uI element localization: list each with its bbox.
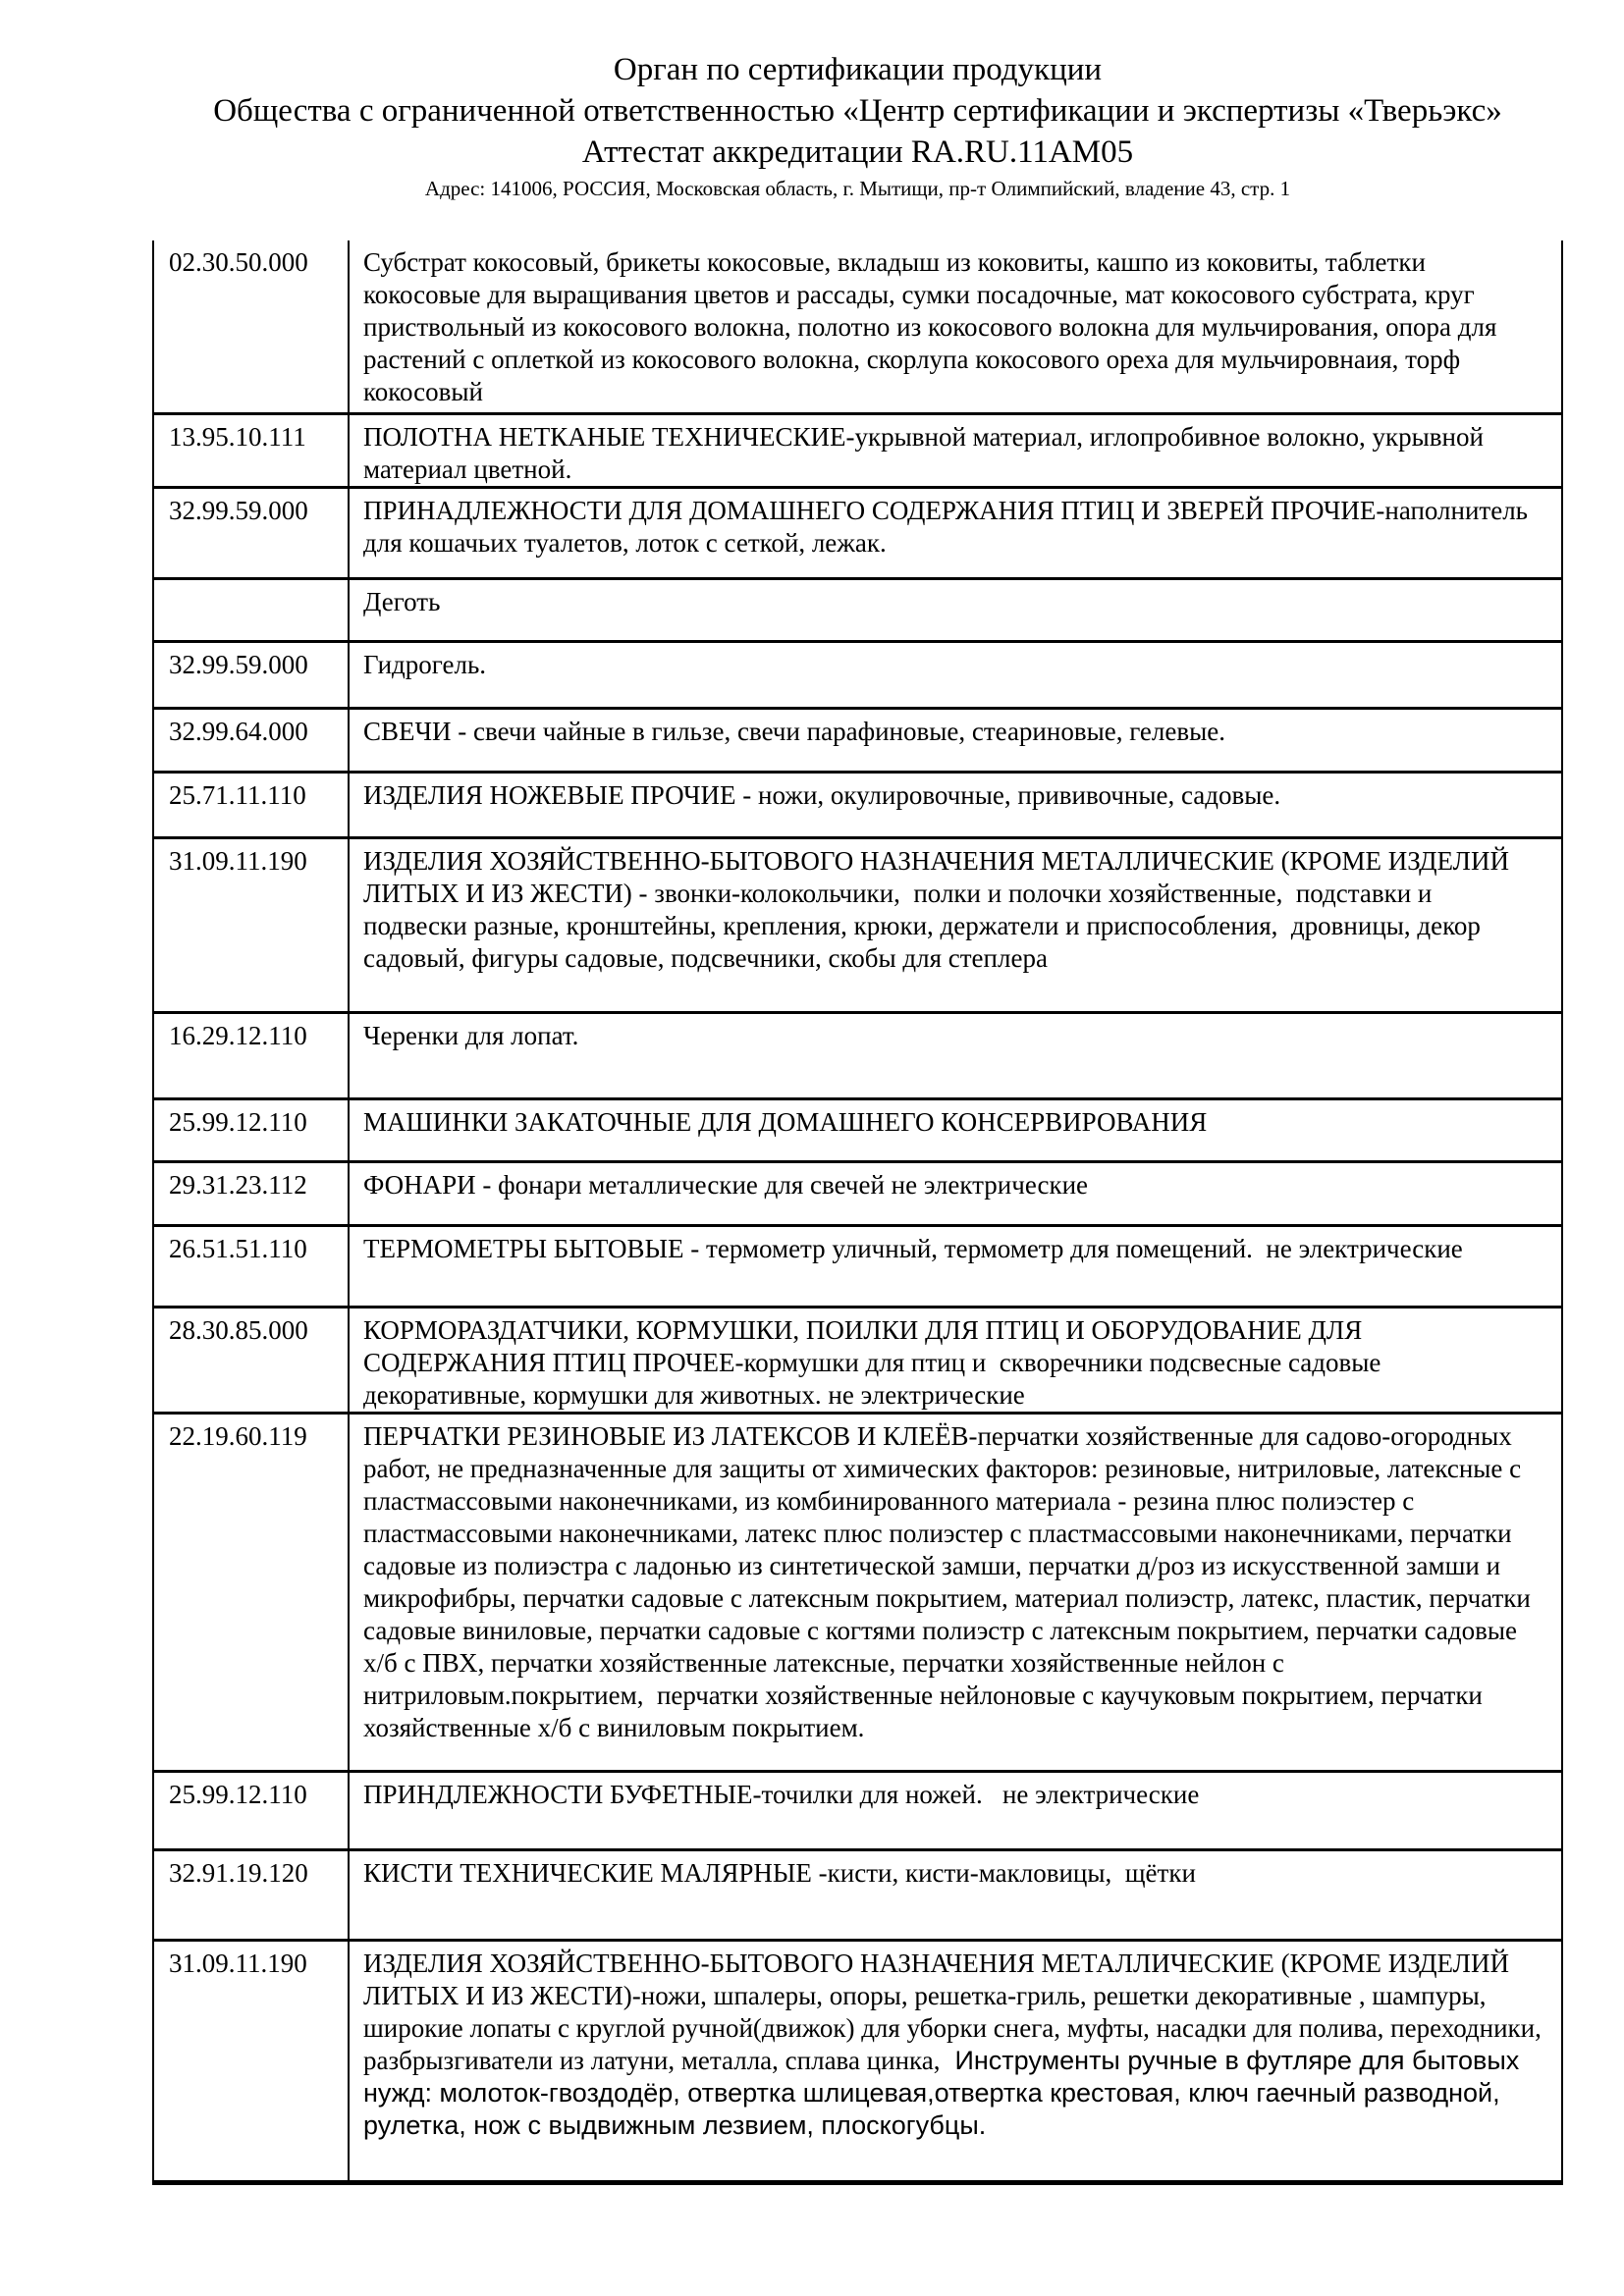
- product-description-text: ТЕРМОМЕТРЫ БЫТОВЫЕ - термометр уличный, термометр для помещений. не электрические: [363, 1234, 1463, 1263]
- product-description-text: Субстрат кокосовый, брикеты кокосовые, вкладыш из коковиты, кашпо из коковиты, таблетки кокосовые для выращивания цветов и рассады, сумки посадочные, мат кокосового субстрата, круг приствольный из кокосового волокна, полотно из кокосового волокна для мульчирования, опора для растений с оплеткой из кокосового волокна, скорлупа кокосового ореха для мульчировнаия, торф кокосовый: [363, 247, 1504, 406]
- product-description-cell: [350, 774, 1561, 836]
- product-description-text: Гидрогель.: [363, 650, 487, 679]
- table-row: [154, 643, 1561, 710]
- document-header: [152, 49, 1563, 202]
- product-code-cell: 32.91.19.120: [154, 1851, 350, 1939]
- product-description-cell: [350, 1773, 1561, 1848]
- table-row: [154, 1163, 1561, 1227]
- table-row: [154, 240, 1561, 415]
- product-description-text: КОРМОРАЗДАТЧИКИ, КОРМУШКИ, ПОИЛКИ ДЛЯ ПТИЦ И ОБОРУДОВАНИЕ ДЛЯ СОДЕРЖАНИЯ ПТИЦ ПРОЧЕЕ-кормушки для птиц и скворечники подсвесные садовые декоративные, кормушки для животных. не электрические: [363, 1315, 1388, 1410]
- header-line-org: Орган по сертификации продукции: [613, 52, 1103, 87]
- product-description-text: ПРИНАДЛЕЖНОСТИ ДЛЯ ДОМАШНЕГО СОДЕРЖАНИЯ ПТИЦ И ЗВЕРЕЙ ПРОЧИЕ-наполнитель для кошачьих туалетов, лоток с сеткой, лежак.: [363, 496, 1535, 558]
- product-description-text: ПОЛОТНА НЕТКАНЫЕ ТЕХНИЧЕСКИЕ-укрывной материал, иглопробивное волокно, укрывной материал цветной.: [363, 422, 1490, 484]
- product-description-cell: [350, 580, 1561, 640]
- product-description-text: ПЕРЧАТКИ РЕЗИНОВЫЕ ИЗ ЛАТЕКСОВ И КЛЕЁВ-перчатки хозяйственные для садово-огородных работ, не предназначенные для защиты от химических факторов: резиновые, нитриловые, латексные с пластмассовыми наконечниками, из комбинированного материала - резина плюс полиэстер с пластмассовыми наконечниками, латекс плюс полиэстер с пластмассовыми наконечниками, перчатки садовые из полиэстра с ладонью из синтетической замши, перчатки д/роз из искусственной замши и микрофибры, перчатки садовые с латексным покрытием, материал полиэстр, латекс, пластик, перчатки садовые виниловые, перчатки садовые с когтями полиэстр с латексным покрытием, перчатки садовые х/б с ПВХ, перчатки хозяйственные латексные, перчатки хозяйственные нейлон с нитриловым.покрытием, перчатки хозяйственные нейлоновые с каучуковым покрытием, перчатки хозяйственные х/б с виниловым покрытием.: [363, 1421, 1538, 1742]
- table-row: [154, 839, 1561, 1014]
- table-row: [154, 1773, 1561, 1851]
- product-code-cell: 13.95.10.111: [154, 415, 350, 486]
- product-description-text: МАШИНКИ ЗАКАТОЧНЫЕ ДЛЯ ДОМАШНЕГО КОНСЕРВИРОВАНИЯ: [363, 1107, 1208, 1137]
- product-description-cell: [350, 839, 1561, 1011]
- table-row: [154, 1227, 1561, 1308]
- product-description-cell: [350, 240, 1561, 412]
- table-row: [154, 1308, 1561, 1415]
- product-description-cell: [350, 1014, 1561, 1097]
- product-description-text: ИЗДЕЛИЯ ХОЗЯЙСТВЕННО-БЫТОВОГО НАЗНАЧЕНИЯ МЕТАЛЛИЧЕСКИЕ (КРОМЕ ИЗДЕЛИЙ ЛИТЫХ И ИЗ ЖЕСТИ)-ножи, шпалеры, опоры, решетка-гриль, решетки декоративные , шампуры, широкие лопаты с круглой ручной(движок) для уборки снега, муфты, насадки для полива, переходники, разбрызгиватели из латуни, металла, сплава цинка,: [363, 1949, 1548, 2075]
- product-description-cell: [350, 1851, 1561, 1939]
- table-row: [154, 1014, 1561, 1100]
- product-code-cell: 25.99.12.110: [154, 1773, 350, 1848]
- product-code-cell: 26.51.51.110: [154, 1227, 350, 1306]
- header-line-company: Общества с ограниченной ответственностью «Центр сертификации и экспертизы «Тверьэкс»: [213, 93, 1502, 129]
- product-description-text: Черенки для лопат.: [363, 1021, 579, 1050]
- product-code-cell: 31.09.11.190: [154, 839, 350, 1011]
- product-description-cell: [350, 643, 1561, 707]
- product-description-text: Деготь: [363, 587, 441, 616]
- table-row: [154, 1415, 1561, 1773]
- product-description-cell: [350, 415, 1561, 486]
- table-row: [154, 580, 1561, 643]
- product-description-text: СВЕЧИ - свечи чайные в гильзе, свечи парафиновые, стеариновые, гелевые.: [363, 717, 1225, 746]
- product-description-text: ИЗДЕЛИЯ ХОЗЯЙСТВЕННО-БЫТОВОГО НАЗНАЧЕНИЯ МЕТАЛЛИЧЕСКИЕ (КРОМЕ ИЗДЕЛИЙ ЛИТЫХ И ИЗ ЖЕСТИ) - звонки-колокольчики, полки и полочки хозяйственные, подставки и подвески разные, кронштейны, крепления, крюки, держатели и приспособления, дровницы, декор садовый, фигуры садовые, подсвечники, скобы для степлера: [363, 846, 1516, 973]
- product-description-cell: [350, 489, 1561, 577]
- header-line-accreditation: Аттестат аккредитации RA.RU.11АМ05: [581, 134, 1134, 170]
- product-code-cell: 16.29.12.110: [154, 1014, 350, 1097]
- product-description-text: КИСТИ ТЕХНИЧЕСКИЕ МАЛЯРНЫЕ -кисти, кисти-макловицы, щётки: [363, 1858, 1196, 1888]
- table-row: [154, 1942, 1561, 2180]
- table-row: [154, 1100, 1561, 1163]
- product-description-cell: [350, 1227, 1561, 1306]
- product-code-cell: 02.30.50.000: [154, 240, 350, 412]
- product-description-cell: [350, 1415, 1561, 1770]
- product-description-text: ИЗДЕЛИЯ НОЖЕВЫЕ ПРОЧИЕ - ножи, окулировочные, прививочные, садовые.: [363, 780, 1281, 810]
- table-row: [154, 774, 1561, 839]
- header-address: Адрес: 141006, РОССИЯ, Московская область, г. Мытищи, пр-т Олимпийский, владение 43, стр. 1: [424, 177, 1291, 200]
- product-description-cell: [350, 1308, 1561, 1412]
- product-description-text-sans: Инструменты ручные в футляре для бытовых нужд: молоток-гвоздодёр, отвертка шлицевая,отвертка крестовая, ключ гаечный разводной, рулетка, нож с выдвижным лезвием, плоскогубцы.: [363, 2046, 1527, 2140]
- table-row: [154, 710, 1561, 774]
- product-description-text: ПРИНДЛЕЖНОСТИ БУФЕТНЫЕ-точилки для ножей. не электрические: [363, 1780, 1200, 1809]
- product-description-cell: [350, 710, 1561, 771]
- product-description-cell: [350, 1163, 1561, 1224]
- product-code-cell: 32.99.64.000: [154, 710, 350, 771]
- table-row: [154, 489, 1561, 580]
- table-row: [154, 415, 1561, 489]
- product-code-cell: 22.19.60.119: [154, 1415, 350, 1770]
- product-code-cell: 25.71.11.110: [154, 774, 350, 836]
- table-row: [154, 1851, 1561, 1942]
- product-code-cell: 32.99.59.000: [154, 643, 350, 707]
- product-code-cell: 28.30.85.000: [154, 1308, 350, 1412]
- product-description-cell: [350, 1942, 1561, 2180]
- product-code-cell: 32.99.59.000: [154, 489, 350, 577]
- product-code-cell: 29.31.23.112: [154, 1163, 350, 1224]
- product-description-text: ФОНАРИ - фонари металлические для свечей не электрические: [363, 1170, 1089, 1200]
- product-code-cell: [154, 580, 350, 640]
- product-code-cell: 25.99.12.110: [154, 1100, 350, 1160]
- product-description-cell: [350, 1100, 1561, 1160]
- product-code-cell: 31.09.11.190: [154, 1942, 350, 2180]
- products-table: [152, 240, 1563, 2185]
